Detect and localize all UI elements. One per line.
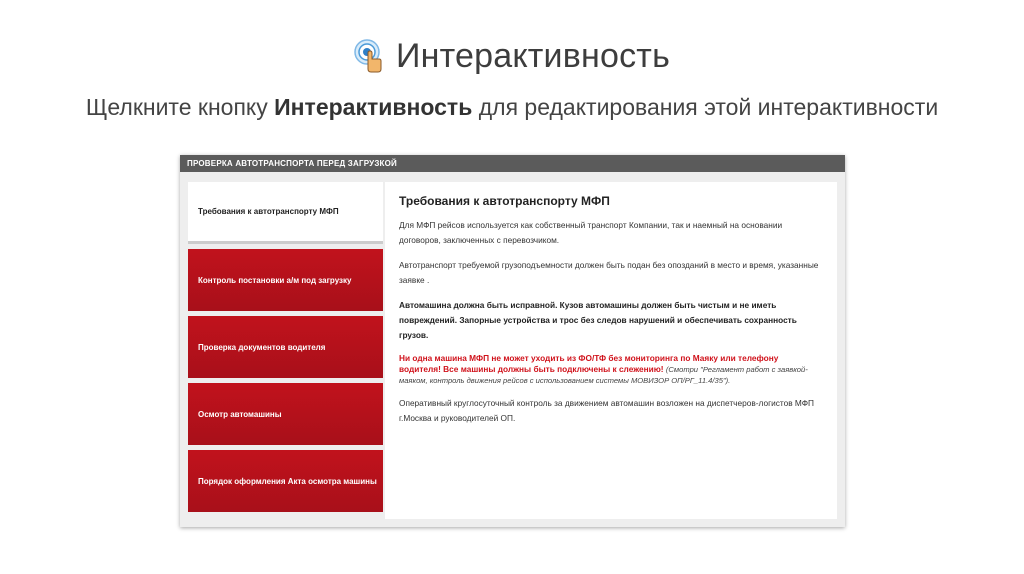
tab-vehicle-inspection[interactable]	[188, 383, 383, 445]
instruction-text	[0, 94, 1024, 121]
regulation-note: (Смотри "Регламент работ с заявкой-маяком, контроль движения рейсов с использованием системы МОВИЗОР ОП/РГ_11.4/35").	[399, 365, 808, 385]
tab-loading-control[interactable]	[188, 249, 383, 311]
widget-header: ПРОВЕРКА АВТОТРАНСПОРТА ПЕРЕД ЗАГРУЗКОЙ	[180, 155, 845, 172]
instruction-bold: Интерактивность	[274, 94, 473, 120]
tab-label: Осмотр автомашины	[198, 409, 282, 419]
instruction-suffix: для редактирования этой интерактивности	[472, 94, 939, 120]
tab-requirements[interactable]	[188, 182, 383, 244]
interactive-widget	[180, 155, 845, 527]
tab-inspection-act[interactable]	[188, 450, 383, 512]
warning-text: Ни одна машина МФП не может уходить из ФО/ТФ без мониторинга по Маяку или телефону водителя! Все машины должны быть подключены к слежению!	[399, 353, 779, 374]
paragraph-dispatch-control: Оперативный круглосуточный контроль за движением автомашин возложен на диспетчеров-логистов МФП г.Москва и руководителей ОП.	[399, 398, 815, 423]
tab-label: Контроль постановки а/м под загрузку	[198, 275, 352, 285]
page-title: Интерактивность	[396, 36, 670, 75]
paragraph-condition: Автомашина должна быть исправной. Кузов автомашины должен быть чистым и не иметь повреждений. Запорные устройства и трос без следов нарушений и обеспечивать сохранность грузов.	[399, 300, 797, 340]
tab-label: Порядок оформления Акта осмотра машины	[198, 476, 377, 486]
content-panel	[385, 182, 837, 519]
tab-list	[188, 182, 383, 517]
slide-title	[0, 34, 1024, 78]
touch-pointer-icon	[354, 39, 384, 73]
tab-label: Требования к автотранспорту МФП	[198, 207, 339, 216]
tab-label: Проверка документов водителя	[198, 342, 326, 352]
instruction-prefix: Щелкните кнопку	[85, 94, 275, 120]
paragraph-monitoring-warning	[399, 353, 821, 386]
panel-title: Требования к автотранспорту МФП	[399, 194, 610, 208]
paragraph-transport: Для МФП рейсов используется как собственный транспорт Компании, так и наемный на основании договоров, заключенных с перевозчиком.	[399, 220, 783, 245]
paragraph-timing: Автотранспорт требуемой грузоподъемности должен быть подан без опозданий в место и время, указанные заявке .	[399, 260, 819, 285]
tab-driver-documents[interactable]	[188, 316, 383, 378]
